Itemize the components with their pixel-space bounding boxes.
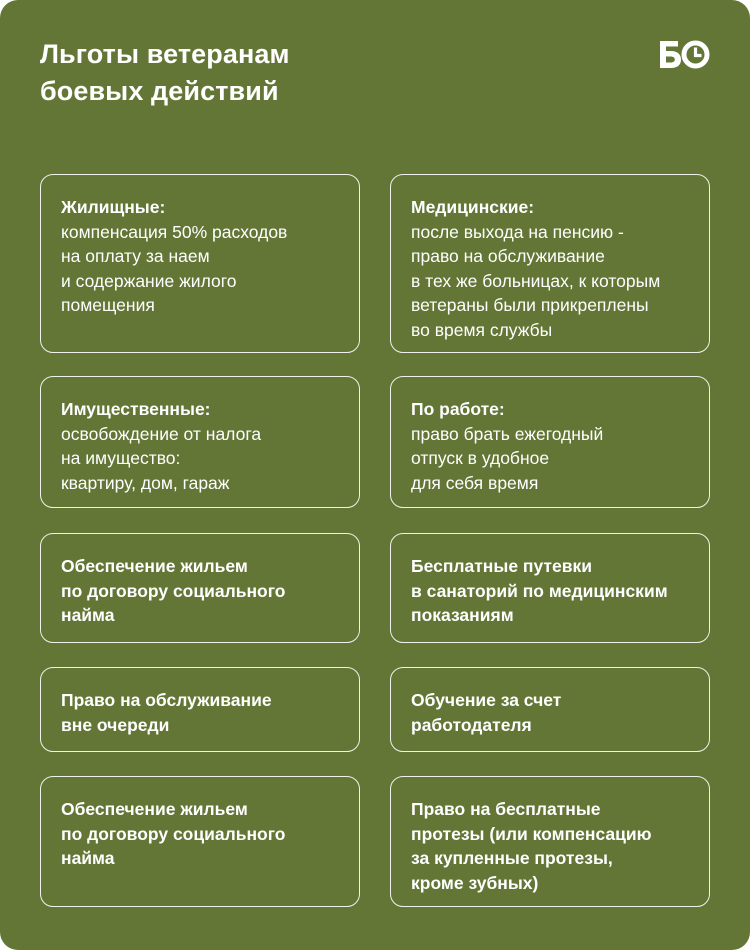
page-title [40, 36, 290, 110]
benefit-prosthetics [390, 776, 710, 907]
benefit-work [390, 376, 710, 508]
benefit-heading: Жилищные: [61, 197, 166, 217]
benefit-social-housing [40, 533, 360, 643]
benefit-description: право брать ежегодный отпуск в удобное для себя время [411, 423, 604, 493]
benefit-description: после выхода на пенсию - право на обслуживание в тех же больницах, к которым ветераны были прикреплены во время службы [411, 221, 661, 340]
benefit-medical [390, 174, 710, 353]
benefit-heading: Бесплатные путевки в санаторий по медицинским показаниям [411, 556, 668, 625]
benefit-property [40, 376, 360, 508]
benefit-social-housing-2 [40, 776, 360, 907]
benefit-heading: Медицинские: [411, 197, 535, 217]
benefit-heading: Обучение за счет работодателя [411, 690, 562, 735]
clock-o-icon [684, 43, 707, 66]
benefit-description: компенсация 50% расходов на оплату за наем и содержание жилого помещения [61, 221, 288, 315]
benefit-description: освобождение от налога на имущество: квартиру, дом, гараж [61, 423, 262, 493]
benefit-heading: Обеспечение жильем по договору социального найма [61, 556, 286, 625]
title-line-2: боевых действий [40, 76, 279, 106]
benefit-sanatorium [390, 533, 710, 643]
benefit-employer-training [390, 667, 710, 752]
benefit-heading: Имущественные: [61, 399, 211, 419]
brand-logo [658, 38, 710, 72]
benefit-heading: Право на бесплатные протезы (или компенсацию за купленные протезы, кроме зубных) [411, 799, 652, 893]
benefit-heading: Право на обслуживание вне очереди [61, 690, 272, 735]
benefit-heading: Обеспечение жильем по договору социального найма [61, 799, 286, 868]
benefit-priority-service [40, 667, 360, 752]
title-line-1: Льготы ветеранам [40, 39, 290, 69]
benefit-heading: По работе: [411, 399, 505, 419]
benefit-housing [40, 174, 360, 353]
